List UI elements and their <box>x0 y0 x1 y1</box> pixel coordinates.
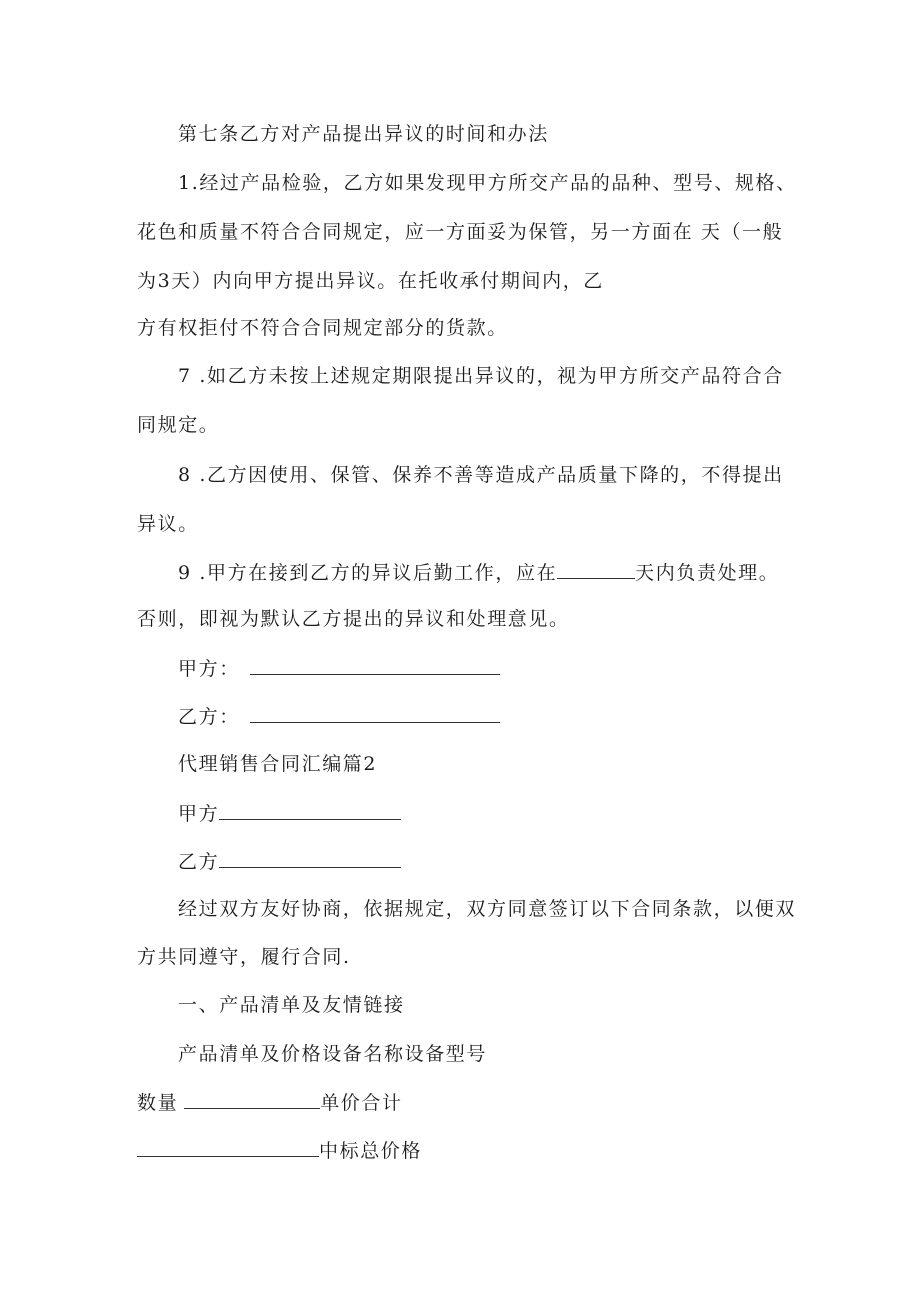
party-b-signature-line <box>178 704 500 729</box>
paragraph-line: 异议。 <box>137 513 199 535</box>
party-a-label: 甲方 <box>178 803 220 825</box>
clause-text: 天内负责处理。 <box>635 562 780 584</box>
party-a-line <box>178 801 401 826</box>
party-a-blank <box>250 656 500 675</box>
days-blank <box>557 560 635 579</box>
party-a-blank <box>219 801 401 820</box>
paragraph-line: 为3天）内向甲方提出异议。在托收承付期间内，乙 <box>137 270 604 292</box>
clause-text: 9 .甲方在接到乙方的异议后勤工作，应在 <box>178 562 558 584</box>
quantity-label: 数量 <box>137 1092 179 1114</box>
paragraph-line: 同规定。 <box>137 414 220 436</box>
paragraph-line: 产品清单及价格设备名称设备型号 <box>178 1043 488 1065</box>
total-price-label: 中标总价格 <box>319 1140 423 1162</box>
total-price-blank <box>137 1138 319 1157</box>
party-b-line <box>178 849 401 874</box>
total-price-line <box>137 1138 422 1163</box>
party-b-blank <box>219 849 401 868</box>
unit-price-label: 单价合计 <box>320 1092 403 1114</box>
section-heading: 一、产品清单及友情链接 <box>178 994 405 1016</box>
party-b-label: 乙方： <box>178 706 240 728</box>
paragraph-line: 经过双方友好协商，依据规定，双方同意签订以下合同条款，以便双 <box>178 898 797 920</box>
paragraph-line: 方有权拒付不符合合同规定部分的货款。 <box>137 317 508 339</box>
paragraph-line: 否则，即视为默认乙方提出的异议和处理意见。 <box>137 608 570 630</box>
paragraph-line: 花色和质量不符合合同规定，应一方面妥为保管，另一方面在 天（一般 <box>137 221 784 243</box>
quantity-line <box>137 1090 403 1115</box>
article-heading: 第七条乙方对产品提出异议的时间和办法 <box>178 123 549 145</box>
paragraph-line: 7 .如乙方未按上述规定期限提出异议的，视为甲方所交产品符合合 <box>178 365 784 387</box>
paragraph-line <box>178 560 779 585</box>
paragraph-line: 8 .乙方因使用、保管、保养不善等造成产品质量下降的，不得提出 <box>178 464 784 486</box>
party-a-signature-line <box>178 656 500 681</box>
party-a-label: 甲方： <box>178 658 240 680</box>
quantity-blank <box>184 1090 320 1109</box>
paragraph-line: 1.经过产品检验，乙方如果发现甲方所交产品的品种、型号、规格、 <box>178 172 797 194</box>
paragraph-line: 方共同遵守，履行合同. <box>137 946 351 968</box>
party-b-label: 乙方 <box>178 851 220 873</box>
section-title: 代理销售合同汇编篇2 <box>178 753 378 775</box>
party-b-blank <box>250 704 500 723</box>
